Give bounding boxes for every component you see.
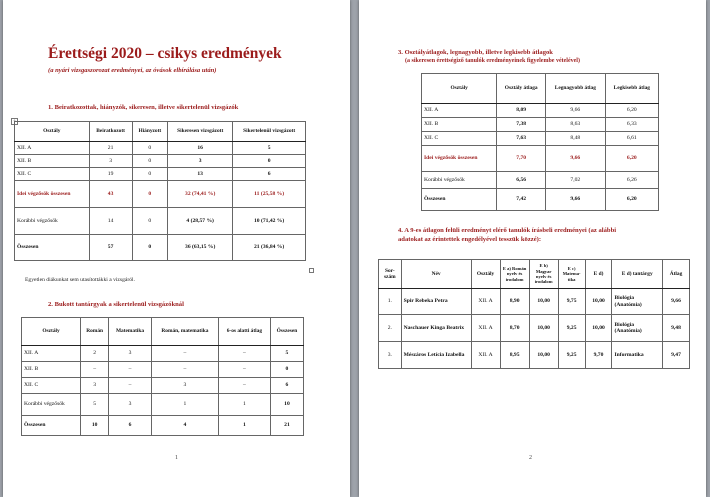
- page-title: Érettségi 2020 – csikys eredmények: [48, 45, 282, 62]
- table-cell: 6,20: [605, 104, 658, 118]
- page-number: 1: [175, 455, 178, 461]
- table-cell: Korábbi végzősök: [422, 172, 497, 189]
- table-cell: 1: [151, 394, 218, 416]
- table-row: [15, 155, 306, 168]
- table-cell: –: [218, 346, 270, 362]
- table-header: E b) Magyar nyelv és irodalom: [529, 260, 558, 289]
- table-cell: XII. A: [15, 142, 90, 155]
- table-cell: 3: [151, 378, 218, 394]
- table-cell: 1: [218, 416, 270, 436]
- table-cell: 10: [270, 394, 303, 416]
- table-cell: 19: [89, 168, 132, 181]
- table-cell: 6,61: [605, 132, 658, 146]
- table-cell: –: [81, 362, 109, 378]
- table-cell: Biológia (Anatómia): [612, 289, 663, 315]
- table-cell: 7,63: [497, 132, 546, 146]
- table-cell: 6,56: [497, 172, 546, 189]
- table-cell: 0: [132, 181, 167, 208]
- table-cell: XII. C: [422, 132, 497, 146]
- page-number: 2: [529, 455, 532, 461]
- table-cell: 21: [89, 142, 132, 155]
- table-row: [422, 104, 659, 118]
- table-cell: 9,66: [546, 146, 606, 172]
- table-header: Összesen: [270, 318, 303, 346]
- table-row: [15, 235, 306, 261]
- table-cell: Informatika: [612, 342, 663, 369]
- table-resize-handle[interactable]: [309, 268, 314, 273]
- table-cell: 9,66: [546, 189, 606, 211]
- table-header: Osztály: [22, 318, 81, 346]
- table-cell: XII. B: [422, 118, 497, 132]
- table-cell: 8,09: [497, 104, 546, 118]
- table-cell: 8,90: [500, 289, 529, 315]
- section3-subheading: (a sikeresen érettségiző tanulók eredményeinek figyelembe vételével): [405, 58, 580, 64]
- table-header: Legkisebb átlag: [605, 74, 658, 104]
- table-cell: 6,26: [605, 172, 658, 189]
- table-cell: 11 (25,58 %): [233, 181, 306, 208]
- table-cell: 21 (36,84 %): [233, 235, 306, 261]
- table-cell: 0: [270, 362, 303, 378]
- table-cell: 9,25: [558, 342, 585, 369]
- table-header: Legnagyobb átlag: [546, 74, 606, 104]
- table-row: [422, 172, 659, 189]
- table-cell: 9,25: [558, 315, 585, 342]
- table-header: Matematika: [109, 318, 152, 346]
- table-header: Beiratkozott: [89, 122, 132, 142]
- table-cell: 0: [132, 208, 167, 235]
- table-cell: 8,48: [546, 132, 606, 146]
- table-header: Név: [401, 260, 471, 289]
- table-cell: 21: [270, 416, 303, 436]
- table-header: E c) Matema-tika: [558, 260, 585, 289]
- table-row: [15, 181, 306, 208]
- table-cell: XII. A: [471, 289, 500, 315]
- table-cell: Korábbi végzősök: [22, 394, 81, 416]
- top-students-table: [378, 259, 690, 369]
- table-cell: 14: [89, 208, 132, 235]
- averages-table: [421, 73, 659, 211]
- table-cell: 10,00: [529, 289, 558, 315]
- table-cell: 57: [89, 235, 132, 261]
- table-cell: 3: [109, 394, 152, 416]
- table-cell: 1: [218, 394, 270, 416]
- table-row: [422, 118, 659, 132]
- document-page-2: [359, 0, 706, 497]
- table-cell: XII. B: [22, 362, 81, 378]
- table-header: 6-os alatti átlag: [218, 318, 270, 346]
- table-cell: 7,70: [497, 146, 546, 172]
- table-header: Román, matematika: [151, 318, 218, 346]
- table-cell: 0: [132, 235, 167, 261]
- table-header: Osztály: [422, 74, 497, 104]
- table-cell: –: [218, 378, 270, 394]
- table-cell: Biológia (Anatómia): [612, 315, 663, 342]
- table-cell: 10,00: [529, 342, 558, 369]
- table-cell: 1.: [379, 289, 402, 315]
- table-row: [22, 394, 304, 416]
- table-cell: 10,00: [529, 315, 558, 342]
- table-cell: 3.: [379, 342, 402, 369]
- table-cell: 13: [168, 168, 233, 181]
- table-row: [22, 346, 304, 362]
- table-row: [422, 146, 659, 172]
- table-cell: Idei végzősök összesen: [422, 146, 497, 172]
- table-row: [379, 289, 690, 315]
- table-cell: 9,70: [585, 342, 612, 369]
- table-cell: 0: [132, 155, 167, 168]
- table-cell: 2.: [379, 315, 402, 342]
- table-move-handle-icon[interactable]: +: [11, 118, 18, 125]
- table-header: Sikertelenül vizsgázott: [233, 122, 306, 142]
- table-header: Hiányzott: [132, 122, 167, 142]
- table-cell: 0: [233, 155, 306, 168]
- table-cell: 9,47: [663, 342, 690, 369]
- table-cell: Idei végzősök összesen: [15, 181, 90, 208]
- table-cell: XII. C: [15, 168, 90, 181]
- table-row: [422, 189, 659, 211]
- table-cell: 6,20: [605, 146, 658, 172]
- note-text: Egyetlen diákunkat sem utasítottákki a vizsgáról.: [25, 277, 135, 283]
- table-cell: XII. A: [471, 342, 500, 369]
- table-cell: 3: [81, 378, 109, 394]
- table-row: [15, 208, 306, 235]
- table-cell: 7,02: [546, 172, 606, 189]
- table-cell: 43: [89, 181, 132, 208]
- table-cell: 10,00: [585, 289, 612, 315]
- table-cell: Összesen: [22, 416, 81, 436]
- table-cell: 9,48: [663, 315, 690, 342]
- section2-heading: 2. Bukott tantárgyak a sikertelenül vizsgázóknál: [48, 301, 184, 308]
- table-row: [379, 315, 690, 342]
- table-cell: –: [218, 362, 270, 378]
- table-row: [22, 378, 304, 394]
- table-cell: 9,66: [663, 289, 690, 315]
- table-cell: XII. B: [15, 155, 90, 168]
- table-cell: –: [109, 362, 152, 378]
- table-header: Osztály: [471, 260, 500, 289]
- table-cell: Korábbi végzősök: [15, 208, 90, 235]
- table-row: [379, 342, 690, 369]
- section4-heading-line2: adatokat az érintettek engedélyével tesszük közzé):: [398, 236, 542, 243]
- table-cell: 3: [168, 155, 233, 168]
- table-header: E a) Román nyelv és irodalom: [500, 260, 529, 289]
- table-cell: 4: [151, 416, 218, 436]
- table-row: [22, 416, 304, 436]
- table-cell: 0: [132, 168, 167, 181]
- table-cell: 5: [233, 142, 306, 155]
- table-cell: 8,70: [500, 315, 529, 342]
- table-cell: –: [151, 346, 218, 362]
- table-cell: 3: [89, 155, 132, 168]
- table-cell: XII. C: [22, 378, 81, 394]
- table-cell: 36 (63,15 %): [168, 235, 233, 261]
- table-header: Osztály: [15, 122, 90, 142]
- table-header: Átlag: [663, 260, 690, 289]
- table-cell: 5: [81, 394, 109, 416]
- page-subtitle: (a nyári vizsgaszorozat eredményei, az óvások elbírálása után): [48, 67, 217, 74]
- table-cell: 6: [270, 378, 303, 394]
- table-cell: 10: [81, 416, 109, 436]
- failed-subjects-table: [21, 317, 304, 436]
- table-cell: 7,42: [497, 189, 546, 211]
- table-cell: 6,20: [605, 189, 658, 211]
- table-cell: –: [151, 362, 218, 378]
- table-cell: Mészáros Letícia Izabella: [401, 342, 471, 369]
- table-cell: 0: [132, 142, 167, 155]
- table-header: Osztály átlaga: [497, 74, 546, 104]
- table-cell: 8,63: [546, 118, 606, 132]
- table-cell: 10,00: [585, 315, 612, 342]
- table-cell: –: [109, 378, 152, 394]
- table-row: [15, 142, 306, 155]
- section4-heading-line1: 4. A 9-es átlagon felüli eredményt elérő tanulók írásbeli eredményei (az alábbi: [398, 227, 617, 234]
- section3-heading: 3. Osztályátlagok, legnagyobb, illetve legkisebb átlagok: [398, 49, 553, 56]
- table-cell: 6: [109, 416, 152, 436]
- table-cell: 9,75: [558, 289, 585, 315]
- document-page-1: [3, 0, 350, 497]
- enrollment-table: [14, 121, 306, 261]
- table-header: E d): [585, 260, 612, 289]
- table-cell: 32 (74,41 %): [168, 181, 233, 208]
- table-cell: Spir Rebeka Petra: [401, 289, 471, 315]
- table-cell: 16: [168, 142, 233, 155]
- table-cell: Összesen: [422, 189, 497, 211]
- table-row: [15, 168, 306, 181]
- table-cell: 7,38: [497, 118, 546, 132]
- table-cell: Naschauer Kinga Beatrix: [401, 315, 471, 342]
- table-header: Sor-szám: [379, 260, 402, 289]
- table-cell: 10 (71,42 %): [233, 208, 306, 235]
- table-cell: 2: [81, 346, 109, 362]
- table-cell: 8,95: [500, 342, 529, 369]
- section1-heading: 1. Beiratkozottak, hiányzók, sikeresen, illetve sikertelenül vizsgázók: [48, 104, 239, 111]
- table-cell: XII. A: [422, 104, 497, 118]
- table-cell: Összesen: [15, 235, 90, 261]
- table-header: Román: [81, 318, 109, 346]
- table-cell: 9,66: [546, 104, 606, 118]
- table-header: E d) tantárgy: [612, 260, 663, 289]
- table-cell: 6,33: [605, 118, 658, 132]
- table-cell: 4 (28,57 %): [168, 208, 233, 235]
- table-row: [22, 362, 304, 378]
- table-cell: 5: [270, 346, 303, 362]
- table-cell: XII. A: [22, 346, 81, 362]
- table-header: Sikeresen vizsgázott: [168, 122, 233, 142]
- table-cell: XII. A: [471, 315, 500, 342]
- table-cell: 3: [109, 346, 152, 362]
- table-cell: 6: [233, 168, 306, 181]
- table-row: [422, 132, 659, 146]
